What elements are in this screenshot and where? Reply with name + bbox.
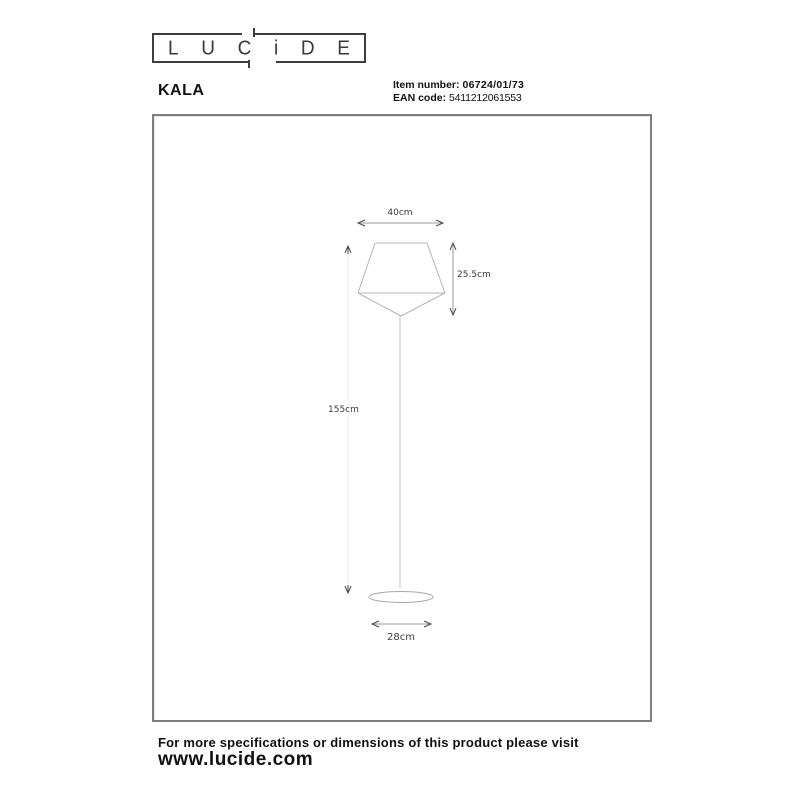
- logo-letter: L: [168, 36, 179, 60]
- lamp-technical-drawing: [154, 116, 650, 720]
- drawing-frame: [152, 114, 652, 722]
- ean-code-value: 5411212061553: [449, 92, 522, 104]
- ean-code-row: [393, 92, 524, 105]
- product-title: KALA: [158, 82, 205, 99]
- logo-bottom-step: [248, 60, 250, 68]
- product-codes: [393, 79, 524, 105]
- shade-height-label: 25.5cm: [457, 270, 491, 280]
- logo-letter: C: [237, 36, 252, 60]
- dim-base-diameter: [372, 621, 431, 627]
- logo-pendant-cord-icon: [253, 28, 255, 37]
- dim-shade-height: [450, 243, 456, 315]
- dim-total-height: [345, 246, 351, 593]
- total-height-label: 155cm: [328, 405, 359, 415]
- website-url: www.lucide.com: [158, 749, 314, 770]
- item-number-row: [393, 79, 524, 92]
- lucide-logo: [152, 33, 366, 63]
- base-diameter-label: 28cm: [387, 632, 415, 643]
- footer-note: For more specifications or dimensions of this product please visit: [158, 735, 579, 750]
- logo-letter: U: [201, 36, 215, 60]
- shade-width-label: 40cm: [387, 208, 413, 218]
- item-number-value: 06724/01/73: [462, 79, 525, 91]
- lamp-base: [369, 592, 433, 603]
- logo-bottom-gap: [250, 60, 276, 64]
- dim-shade-width: [358, 220, 443, 226]
- lampshade-outline: [358, 243, 445, 316]
- item-number-label: Item number:: [393, 79, 460, 91]
- ean-code-label: EAN code:: [393, 92, 447, 104]
- logo-letter: E: [337, 36, 350, 60]
- logo-letter: i: [274, 36, 279, 60]
- logo-letter: D: [300, 36, 315, 60]
